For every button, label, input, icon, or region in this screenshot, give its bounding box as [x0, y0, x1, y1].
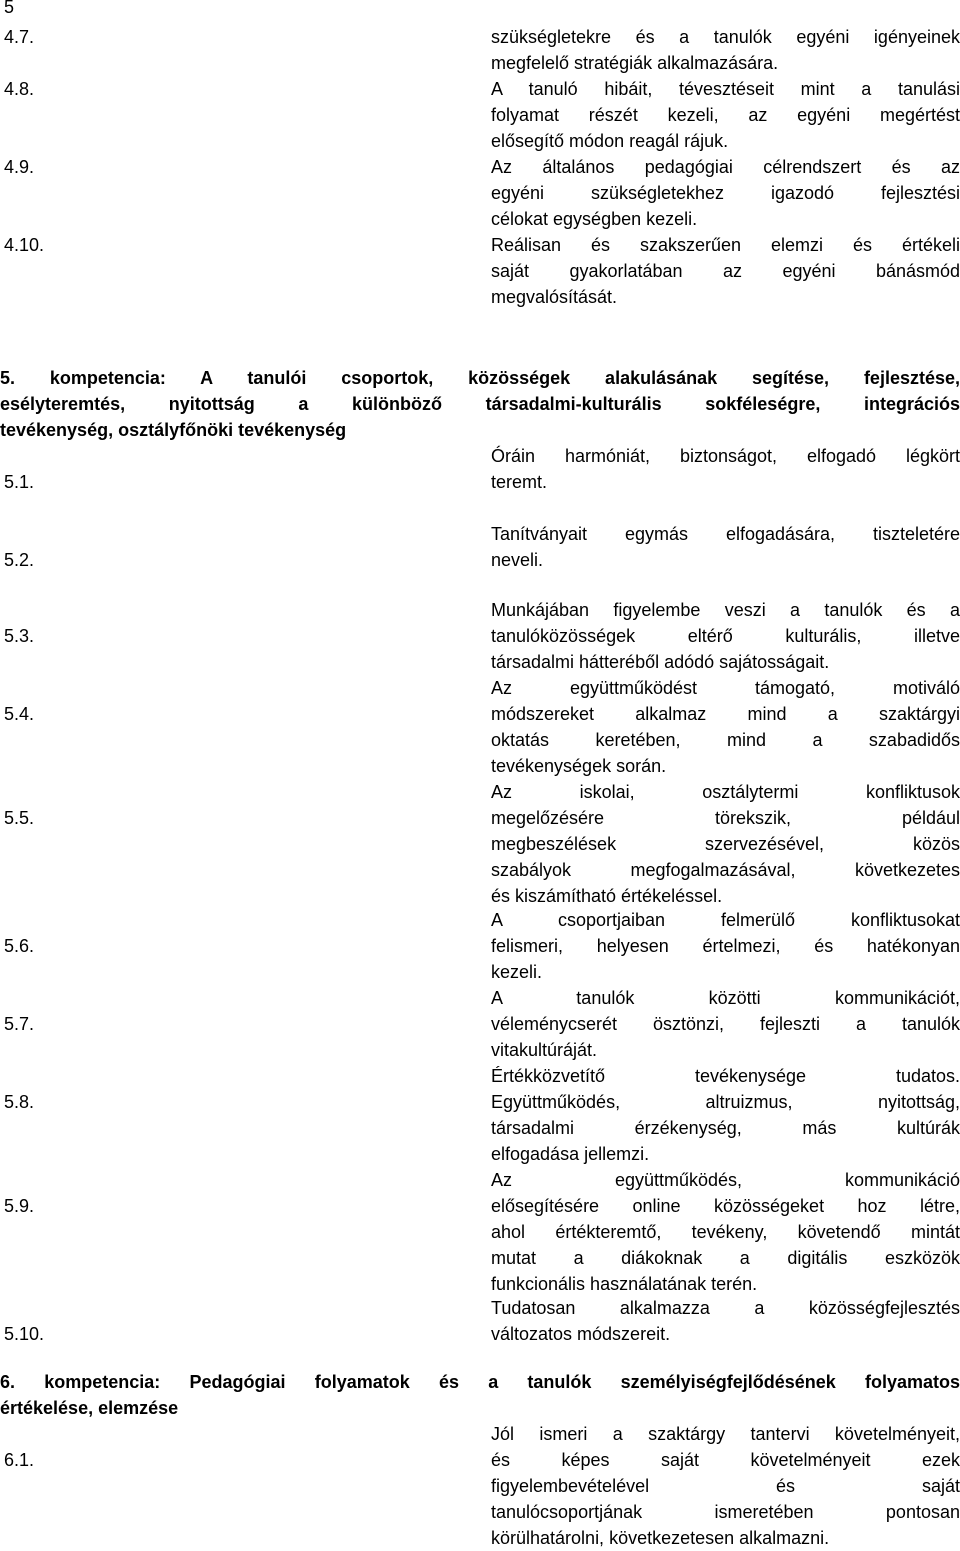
item-line: vitakultúráját. — [491, 1040, 598, 1060]
item-line: Értékközvetítő tevékenysége tudatos. — [491, 1066, 960, 1086]
item-text — [491, 779, 960, 909]
item-text — [491, 597, 960, 675]
item-number: 5.1. — [4, 472, 35, 492]
item-line: kezeli. — [491, 962, 543, 982]
item-line: teremt. — [491, 472, 548, 492]
item-number: 5.7. — [4, 1014, 35, 1034]
item-line: Óráin harmóniát, biztonságot, elfogadó légkört — [491, 446, 960, 466]
item-line: egyéni szükségletekhez igazodó fejlesztési — [491, 183, 960, 203]
item-line: Az iskolai, osztálytermi konfliktusok — [491, 782, 960, 802]
heading-line: esélyteremtés, nyitottság a különböző társadalmi-kulturális sokféleségre, integrációs — [0, 394, 960, 414]
item-line: Együttműködés, altruizmus, nyitottság, — [491, 1092, 960, 1112]
item-line: körülhatárolni, következetesen alkalmazni. — [491, 1528, 830, 1548]
item-line: A tanulók közötti kommunikációt, — [491, 988, 960, 1008]
item-text — [491, 985, 960, 1063]
item-text — [491, 1295, 960, 1347]
item-line: A csoportjaiban felmerülő konfliktusokat — [491, 910, 960, 930]
item-line: Az együttműködést támogató, motiváló — [491, 678, 960, 698]
item-number: 6.1. — [4, 1450, 35, 1470]
item-line: funkcionális használatának terén. — [491, 1274, 758, 1294]
item-line: ahol értékteremtő, tevékeny, követendő mintát — [491, 1222, 960, 1242]
item-text — [491, 1063, 960, 1167]
item-line: Az általános pedagógiai célrendszert és az — [491, 157, 960, 177]
page-number: 5 — [4, 0, 15, 17]
item-number: 4.7. — [4, 27, 35, 47]
item-line: társadalmi érzékenység, más kultúrák — [491, 1118, 960, 1138]
item-line: módszereket alkalmaz mind a szaktárgyi — [491, 704, 960, 724]
item-line: tanulócsoportjának ismeretében pontosan — [491, 1502, 960, 1522]
item-number: 5.2. — [4, 550, 35, 570]
item-line: véleménycserét ösztönzi, fejleszti a tanulók — [491, 1014, 960, 1034]
item-line: megbeszélések szervezésével, közös — [491, 834, 960, 854]
item-line: és képes saját követelményeit ezek — [491, 1450, 960, 1470]
item-line: megvalósítását. — [491, 287, 618, 307]
item-line: tevékenységek során. — [491, 756, 667, 776]
section-6-heading — [0, 1369, 960, 1421]
item-line: Jól ismeri a szaktárgy tantervi követelményeit, — [491, 1424, 960, 1444]
item-line: Tanítványait egymás elfogadására, tiszteletére — [491, 524, 960, 544]
item-line: célokat egységben kezeli. — [491, 209, 698, 229]
item-number: 5.5. — [4, 808, 35, 828]
item-text — [491, 232, 960, 310]
item-text — [491, 76, 960, 154]
section-5-heading — [0, 365, 960, 443]
item-number: 5.8. — [4, 1092, 35, 1112]
item-number: 4.8. — [4, 79, 35, 99]
item-number: 4.10. — [4, 235, 45, 255]
item-line: Tudatosan alkalmazza a közösségfejlesztés — [491, 1298, 960, 1318]
item-number: 5.6. — [4, 936, 35, 956]
heading-line: 6. kompetencia: Pedagógiai folyamatok és a tanulók személyiségfejlődésének folyamatos — [0, 1372, 960, 1392]
item-number: 5.9. — [4, 1196, 35, 1216]
item-line: oktatás keretében, mind a szabadidős — [491, 730, 960, 750]
item-line: felismeri, helyesen értelmezi, és hatékonyan — [491, 936, 960, 956]
item-line: megelőzésére törekszik, például — [491, 808, 960, 828]
item-text — [491, 1167, 960, 1297]
item-line: elősegítésére online közösségeket hoz létre, — [491, 1196, 960, 1216]
item-number: 5.10. — [4, 1324, 45, 1344]
item-line: figyelembevételével és saját — [491, 1476, 960, 1496]
item-line: elősegítő módon reagál rájuk. — [491, 131, 729, 151]
heading-line: értékelése, elemzése — [0, 1398, 179, 1418]
item-text — [491, 1421, 960, 1551]
item-text — [491, 675, 960, 779]
item-line: A tanuló hibáit, tévesztéseit mint a tanulási — [491, 79, 960, 99]
item-line: tanulóközösségek eltérő kulturális, illetve — [491, 626, 960, 646]
item-line: mutat a diákoknak a digitális eszközök — [491, 1248, 960, 1268]
item-number: 4.9. — [4, 157, 35, 177]
item-line: neveli. — [491, 550, 544, 570]
item-line: Munkájában figyelembe veszi a tanulók és a — [491, 600, 960, 620]
item-text — [491, 154, 960, 232]
heading-line: 5. kompetencia: A tanulói csoportok, közösségek alakulásának segítése, fejlesztése, — [0, 368, 960, 388]
item-line: társadalmi hátteréből adódó sajátosságait. — [491, 652, 830, 672]
item-line: elfogadása jellemzi. — [491, 1144, 650, 1164]
item-line: Az együttműködés, kommunikáció — [491, 1170, 960, 1190]
heading-line: tevékenység, osztályfőnöki tevékenység — [0, 420, 347, 440]
item-line: saját gyakorlatában az egyéni bánásmód — [491, 261, 960, 281]
item-line: és kiszámítható értékeléssel. — [491, 886, 723, 906]
item-line: változatos módszereit. — [491, 1324, 671, 1344]
item-line: Reálisan és szakszerűen elemzi és értékeli — [491, 235, 960, 255]
item-number: 5.4. — [4, 704, 35, 724]
item-line: szabályok megfogalmazásával, következetes — [491, 860, 960, 880]
item-text — [491, 443, 960, 495]
item-number: 5.3. — [4, 626, 35, 646]
item-text — [491, 521, 960, 573]
item-text — [491, 24, 960, 76]
item-text — [491, 907, 960, 985]
item-line: megfelelő stratégiák alkalmazására. — [491, 53, 779, 73]
item-line: folyamat részét kezeli, az egyéni megértést — [491, 105, 960, 125]
item-line: szükségletekre és a tanulók egyéni igényeinek — [491, 27, 960, 47]
